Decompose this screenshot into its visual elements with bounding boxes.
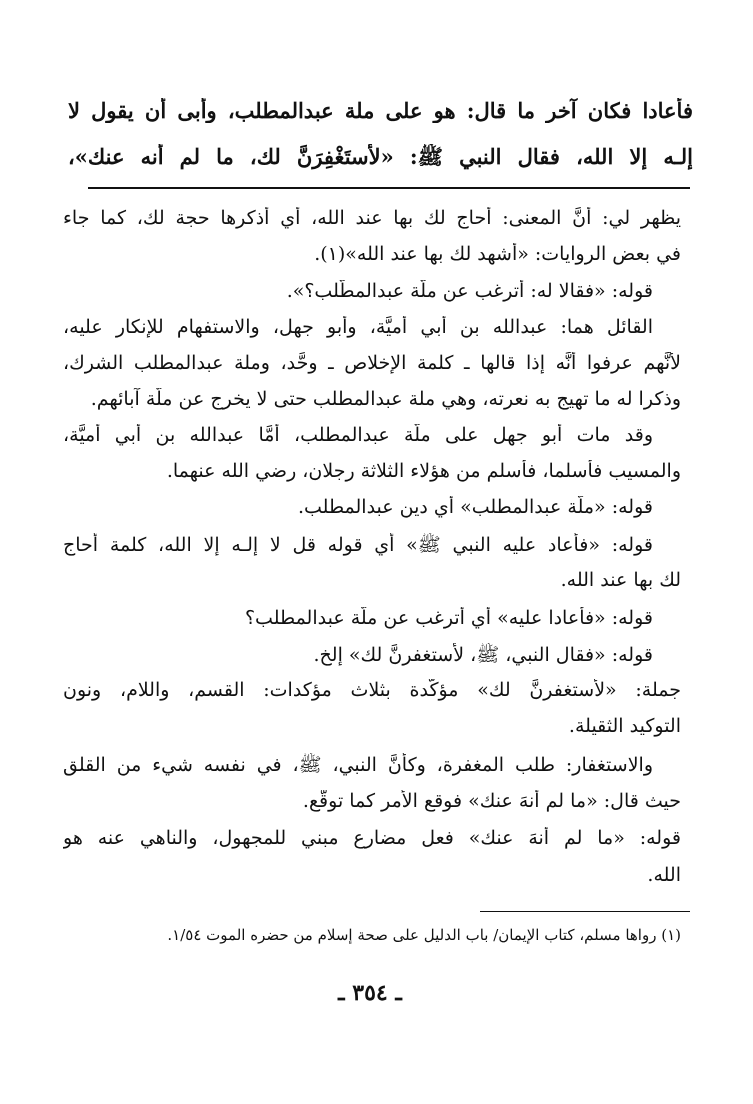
commentary-line-11: لك بها عند الله.: [560, 569, 681, 591]
footnote-rule: [480, 911, 690, 912]
commentary-line-10: قوله: «فأعاد عليه النبي ﷺ» أي قوله قل لا إلـه إلا الله، كلمة أحاج: [63, 534, 653, 556]
footnote-text: (١) رواها مسلم، كتاب الإيمان/ باب الدليل على صحة إسلام من حضره الموت ١/٥٤.: [167, 926, 681, 944]
commentary-line-3: قوله: «فقالا له: أترغب عن ملَّة عبدالمطَّلب؟».: [286, 280, 653, 302]
commentary-line-9: قوله: «ملَّة عبدالمطلب» أي دين عبدالمطلب.: [297, 496, 653, 518]
commentary-line-4: القائل هما: عبدالله بن أبي أميَّة، وأبو جهل، والاستفهام للإنكار عليه،: [63, 316, 653, 338]
commentary-line-8: والمسيب فأسلما، فأسلم من هؤلاء الثلاثة رجلان، رضي الله عنهما.: [166, 460, 681, 482]
commentary-line-2: في بعض الروايات: «أشهد لك بها عند الله»(١).: [314, 243, 681, 265]
commentary-line-13: قوله: «فقال النبي، ﷺ، لأستغفرنَّ لك» إلخ.: [313, 644, 653, 666]
section-divider: [88, 187, 690, 189]
commentary-line-1: يظهر لي: أنَّ المعنى: أحاج لك بها عند الله، أي أذكرها حجة لك، كما جاء: [63, 207, 681, 229]
commentary-line-19: الله.: [647, 864, 681, 886]
commentary-line-18: قوله: «ما لم أُنهَ عنك» فعل مضارع مبني للمجهول، والناهي عنه هو: [63, 827, 681, 849]
commentary-line-15: التوكيد الثقيلة.: [568, 715, 681, 737]
commentary-line-17: حيث قال: «ما لم أُنهَ عنك» فوقع الأمر كما توقَّع.: [302, 790, 681, 812]
hadith-line-2: إلـه إلا الله، فقال النبي ﷺ: «لأستَغْفِرَنَّ لك، ما لم أُنه عنك»،: [68, 144, 693, 169]
commentary-line-5: لأنَّهم عرفوا أنَّه إذا قالها ـ كلمة الإخلاص ـ وحَّد، وملة عبدالمطلب الشرك،: [63, 352, 681, 374]
commentary-line-14: جملة: «لأستغفرنَّ لك» مؤكَّدة بثلاث مؤكدات: القسم، واللام، ونون: [63, 679, 681, 701]
page-number: ـ ٣٥٤ ـ: [338, 980, 402, 1006]
commentary-line-7: وقد مات أبو جهل على ملَّة عبدالمطلب، أمَّا عبدالله بن أبي أميَّة،: [63, 424, 653, 446]
commentary-line-16: والاستغفار: طلب المغفرة، وكأنَّ النبي، ﷺ، في نفسه شيء من القلق: [63, 754, 653, 776]
commentary-line-6: وذكرا له ما تهيج به نعرته، وهي ملة عبدالمطلب حتى لا يخرج عن ملَّة آبائهم.: [90, 388, 681, 410]
commentary-line-12: قوله: «فأعادا عليه» أي أترغب عن ملَّة عبدالمطلب؟: [244, 607, 653, 629]
hadith-line-1: فأعادا فكان آخر ما قال: هو على ملة عبدالمطلب، وأبى أن يقول لا: [68, 98, 693, 123]
